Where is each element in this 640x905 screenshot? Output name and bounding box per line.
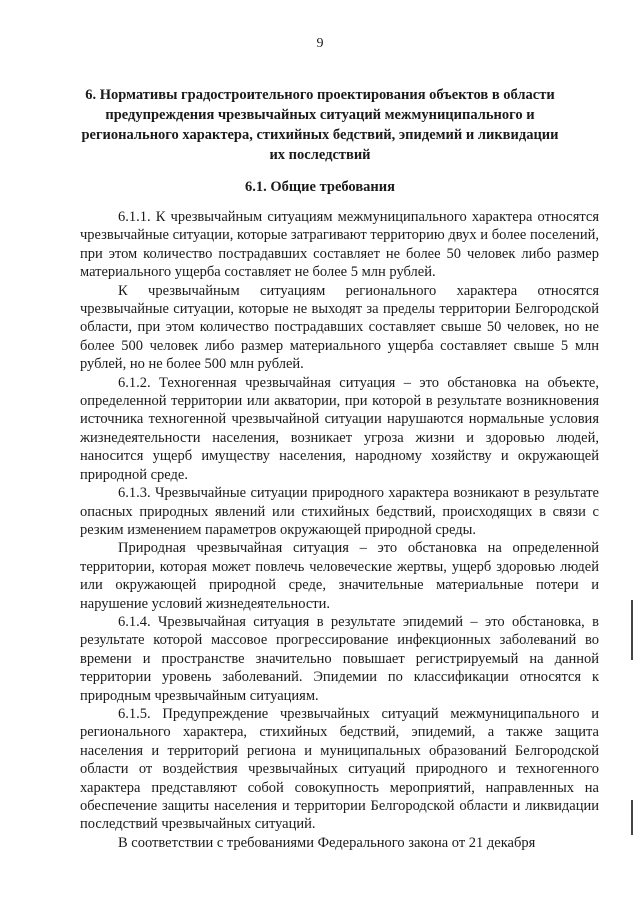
paragraph-federal-law: В соответствии с требованиями Федерального закона от 21 декабря	[118, 834, 536, 851]
scan-edge-mark	[631, 800, 633, 835]
body-text	[80, 208, 599, 852]
page-number: 9	[316, 36, 324, 51]
paragraph-6-1-5: 6.1.5. Предупреждение чрезвычайных ситуаций межмуниципального и регионального характера, стихийных бедствий, эпидемий, а также защита населения и территорий региона и муниципальных образований Белгородской области от воздействия чрезвычайных ситуаций природного и техногенного характера представляют собой совокупность мероприятий, направленных на обеспечение защиты населения и территории Белгородской области и ликвидации последствий чрезвычайных ситуаций.	[80, 705, 599, 833]
paragraph-natural: Природная чрезвычайная ситуация – это обстановка на определенной территории, которая может повлечь человеческие жертвы, ущерб здоровью людей или окружающей природной среде, значительные материальные потери и нарушение условий жизнедеятельности.	[80, 540, 599, 612]
paragraph-6-1-1: 6.1.1. К чрезвычайным ситуациям межмуниципального характера относятся чрезвычайные ситуации, которые затрагивают территорию двух и более поселений, при этом количество пострадавших составляет не более 50 человек либо размер материального ущерба составляет не более 5 млн рублей.	[80, 209, 599, 281]
subsection-title: 6.1. Общие требования	[245, 179, 395, 195]
paragraph-regional: К чрезвычайным ситуациям регионального характера относятся чрезвычайные ситуации, которые не выходят за пределы территории Белгородской области, при этом количество пострадавших составляет свыше 50 человек, но не более 500 человек либо размер материального ущерба составляет свыше 5 млн рублей, но не более 500 млн рублей.	[80, 282, 599, 373]
section-title: 6. Нормативы градостроительного проектирования объектов в области предупреждения чрезвычайных ситуаций межмуниципального и регионального характера, стихийных бедствий, эпидемий и ликвидации их последствий	[81, 87, 559, 163]
paragraph-6-1-2: 6.1.2. Техногенная чрезвычайная ситуация – это обстановка на объекте, определенной территории или акватории, при которой в результате возникновения источника техногенной чрезвычайной ситуации нарушаются нормальные условия жизнедеятельности населения, возникает угроза жизни и здоровью людей, наносится ущерб имуществу населения, народному хозяйству и окружающей природной среде.	[80, 374, 599, 483]
paragraph-6-1-3: 6.1.3. Чрезвычайные ситуации природного характера возникают в результате опасных природных явлений или стихийных бедствий, происходящих в связи с резким изменением параметров окружающей природной среды.	[80, 485, 599, 538]
paragraph-6-1-4: 6.1.4. Чрезвычайная ситуация в результате эпидемий – это обстановка, в результате которой массовое прогрессирование инфекционных заболеваний во времени и пространстве значительно повышает регистрируемый на данной территории уровень заболеваний. Эпидемии по классификации относятся к природным чрезвычайным ситуациям.	[80, 613, 599, 704]
scan-edge-mark	[631, 600, 633, 660]
